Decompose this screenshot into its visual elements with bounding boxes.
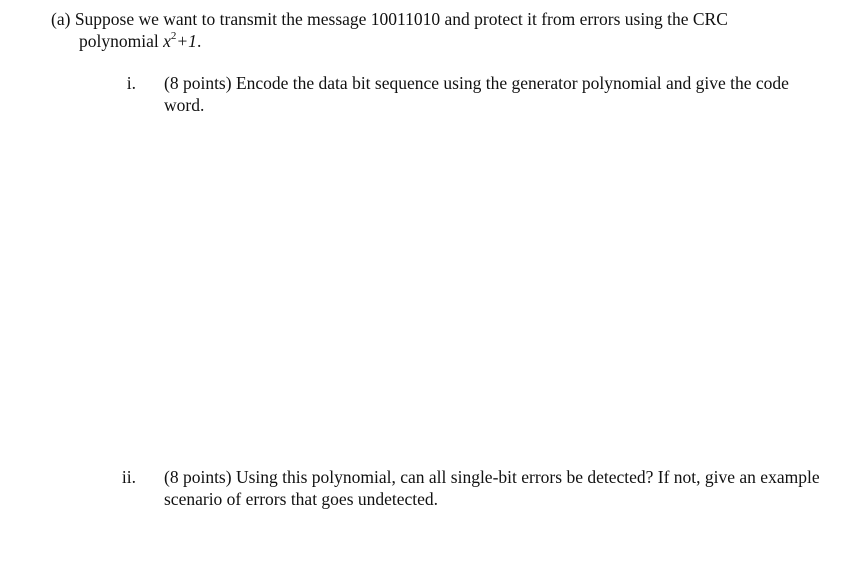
polynomial-end: . [196, 31, 202, 51]
part-text: (8 points) Encode the data bit sequence using the generator polynomial and give the code word. [164, 73, 789, 115]
polynomial-rest: +1 [176, 31, 197, 51]
part-text: (8 points) Using this polynomial, can all single-bit errors be detected? If not, give an example scenario of errors that goes undetected. [164, 467, 820, 509]
part-number: i. [126, 73, 136, 93]
part-number: ii. [121, 467, 136, 487]
question-line-1 [51, 8, 811, 30]
question-text: Suppose we want to transmit the message 10011010 and protect it from errors using the CRC [74, 9, 728, 29]
polynomial-base: x [163, 31, 171, 51]
question-label: (a) [51, 9, 71, 29]
question-line-2 [51, 30, 811, 52]
polynomial-prefix: polynomial [79, 31, 164, 51]
polynomial-exponent: 2 [170, 30, 177, 43]
question-a [51, 8, 811, 52]
